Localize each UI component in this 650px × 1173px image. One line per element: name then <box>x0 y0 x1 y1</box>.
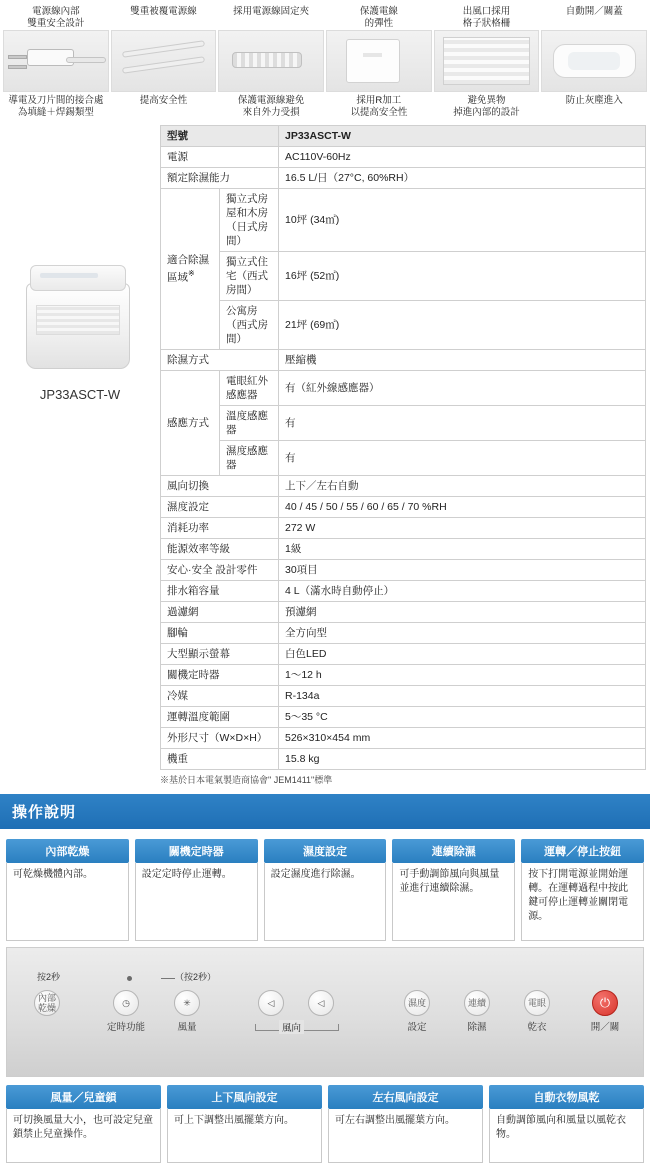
spec-key: 冷媒 <box>161 686 279 707</box>
table-row <box>161 560 646 581</box>
spec-value: AC110V-60Hz <box>279 147 646 168</box>
callout-text: 按下打開電源並開始運轉。在運轉過程中按此鍵可停止運轉並關閉電源。 <box>521 863 644 941</box>
callout-title: 自動衣物風乾 <box>489 1085 644 1109</box>
callout-text: 自動調節風向和風量以風乾衣物。 <box>489 1109 644 1163</box>
spec-footnote: ※基於日本電氣製造商協會" JEM1411"標準 <box>160 775 333 785</box>
product-image-caption: JP33ASCT-W <box>39 387 121 402</box>
callout-wind-updown <box>167 1085 322 1163</box>
spec-value: 有 <box>279 406 646 441</box>
continuous-label: 除濕 <box>467 1022 487 1033</box>
table-row <box>161 665 646 686</box>
humidity-icon: 濕度 <box>404 990 430 1016</box>
callout-humidity <box>264 839 387 941</box>
table-row <box>161 497 646 518</box>
feature-outlet <box>325 4 433 119</box>
feature-power-plug <box>2 4 110 119</box>
spec-key: 能源效率等級 <box>161 539 279 560</box>
callout-power <box>521 839 644 941</box>
feature-caption-top: 自動開／關蓋 <box>565 6 623 17</box>
table-row <box>161 189 646 252</box>
spec-key: 運轉溫度範圍 <box>161 707 279 728</box>
press-note-mid: （按2秒） <box>175 972 217 982</box>
feature-caption-bottom: 導電及刀片間的接合處 為填縫＋焊錫類型 <box>8 95 104 118</box>
callout-text: 設定定時停止運轉。 <box>135 863 258 941</box>
feature-cord-clip <box>217 4 325 119</box>
spec-key: 消耗功率 <box>161 518 279 539</box>
spec-value: 有（紅外線感應器） <box>279 371 646 406</box>
table-row <box>161 147 646 168</box>
table-row <box>161 406 646 441</box>
spec-key: 額定除濕能力 <box>161 168 279 189</box>
spec-key: 機重 <box>161 749 279 770</box>
spec-table <box>160 125 646 770</box>
table-row <box>161 539 646 560</box>
operation-section-title: 操作說明 <box>0 794 650 829</box>
grille-icon <box>434 30 540 92</box>
table-row <box>161 371 646 406</box>
wind-updown-button[interactable] <box>253 990 289 1019</box>
feature-strip <box>0 0 650 119</box>
internal-dry-button[interactable] <box>21 990 73 1019</box>
spec-key: 風向切換 <box>161 476 279 497</box>
timer-label: 定時功能 <box>106 1022 145 1033</box>
spec-value: 272 W <box>279 518 646 539</box>
table-row <box>161 623 646 644</box>
spec-key: 電源 <box>161 147 279 168</box>
humidity-button[interactable] <box>395 990 439 1033</box>
fan-speed-label: 風量 <box>177 1022 197 1033</box>
feature-caption-bottom: 防止灰塵進入 <box>565 95 623 106</box>
spec-key-label: 適合除濕區域 <box>167 254 209 284</box>
spec-key: 型號 <box>161 126 279 147</box>
spec-subkey: 獨立式房屋和木房（日式房間） <box>220 189 279 252</box>
callout-timer <box>135 839 258 941</box>
spec-section <box>0 119 650 786</box>
top-callout-row <box>0 829 650 941</box>
spec-value: 1級 <box>279 539 646 560</box>
spec-subkey: 獨立式住宅（西式房間） <box>220 252 279 301</box>
feature-auto-lid <box>540 4 648 119</box>
table-row <box>161 476 646 497</box>
spec-key: 除濕方式 <box>161 350 279 371</box>
spec-value: 1〜12 h <box>279 665 646 686</box>
table-row <box>161 686 646 707</box>
operation-area <box>0 829 650 1173</box>
callout-text: 可乾燥機體內部。 <box>6 863 129 941</box>
feature-caption-bottom: 保護電源線避免 來自外力受損 <box>237 95 305 118</box>
bottom-callout-row <box>0 1077 650 1173</box>
spec-value: 30項目 <box>279 560 646 581</box>
spec-value: 16坪 (52㎡) <box>279 252 646 301</box>
spec-key: 過濾網 <box>161 602 279 623</box>
callout-fan-childlock <box>6 1085 161 1163</box>
power-icon: ⏻ <box>592 990 618 1016</box>
table-row <box>161 441 646 476</box>
callout-auto-clothes-dry <box>489 1085 644 1163</box>
spec-value: 4 L（滿水時自動停止） <box>279 581 646 602</box>
feature-caption-top: 出風口採用 格子狀格柵 <box>462 6 511 29</box>
feature-caption-top: 電源線內部 雙重安全設計 <box>27 6 85 29</box>
press-note-left: 按2秒 <box>37 972 61 982</box>
table-row <box>161 252 646 301</box>
humidity-label: 設定 <box>407 1022 427 1033</box>
feature-caption-top: 雙重被覆電源線 <box>130 6 197 17</box>
leader-dot <box>127 976 132 981</box>
callout-title: 上下風向設定 <box>167 1085 322 1109</box>
wind-leftright-button[interactable] <box>303 990 339 1019</box>
continuous-button[interactable] <box>455 990 499 1033</box>
callout-title: 濕度設定 <box>264 839 387 863</box>
wind-updown-icon: ◁ <box>258 990 284 1016</box>
spec-value: 10坪 (34㎡) <box>279 189 646 252</box>
wind-group-label: 風向 <box>279 1020 304 1034</box>
table-row <box>161 518 646 539</box>
spec-key: 濕度設定 <box>161 497 279 518</box>
callout-text: 設定濕度進行除濕。 <box>264 863 387 941</box>
spec-value: 16.5 L/日（27°C, 60%RH） <box>279 168 646 189</box>
callout-title: 左右風向設定 <box>328 1085 483 1109</box>
eye-sensor-icon: 電眼 <box>524 990 550 1016</box>
spec-key: 大型顯示螢幕 <box>161 644 279 665</box>
spec-value: 有 <box>279 441 646 476</box>
spec-key: 感應方式 <box>161 371 220 476</box>
table-row <box>161 728 646 749</box>
spec-key: 關機定時器 <box>161 665 279 686</box>
spec-value: R-134a <box>279 686 646 707</box>
callout-text: 可手動調節風向與風量並進行連續除濕。 <box>392 863 515 941</box>
spec-subkey: 電眼紅外感應器 <box>220 371 279 406</box>
feature-caption-top: 保護電線 的彈性 <box>359 6 398 29</box>
spec-value: 21坪 (69㎡) <box>279 301 646 350</box>
spec-subkey: 濕度感應器 <box>220 441 279 476</box>
fan-speed-button[interactable] <box>159 990 215 1033</box>
table-row <box>161 749 646 770</box>
callout-title: 運轉／停止按鈕 <box>521 839 644 863</box>
callout-wind-leftright <box>328 1085 483 1163</box>
spec-key-note: ※ <box>188 269 195 279</box>
spec-value: 全方向型 <box>279 623 646 644</box>
callout-internal-dry <box>6 839 129 941</box>
internal-dry-icon: 內部 乾燥 <box>34 990 60 1016</box>
eye-sensor-label: 乾衣 <box>527 1022 547 1033</box>
auto-lid-icon <box>541 30 647 92</box>
spec-key: 排水箱容量 <box>161 581 279 602</box>
spec-subkey: 溫度感應器 <box>220 406 279 441</box>
spec-value: 壓縮機 <box>279 350 646 371</box>
fan-icon: ✳ <box>174 990 200 1016</box>
power-cord-icon <box>111 30 217 92</box>
spec-subkey: 公寓房（西式房間） <box>220 301 279 350</box>
spec-value: 白色LED <box>279 644 646 665</box>
eye-sensor-button[interactable] <box>515 990 559 1033</box>
cord-clip-icon <box>218 30 324 92</box>
power-button[interactable] <box>581 990 629 1033</box>
callout-continuous <box>392 839 515 941</box>
spec-key: 外形尺寸（W×D×H） <box>161 728 279 749</box>
spec-value: 上下／左右自動 <box>279 476 646 497</box>
spec-value: 40 / 45 / 50 / 55 / 60 / 65 / 70 %RH <box>279 497 646 518</box>
product-image-area <box>0 125 160 786</box>
spec-key: 安心·安全 設計零件 <box>161 560 279 581</box>
table-row <box>161 301 646 350</box>
feature-caption-bottom: 避免異物 掉進內部的設計 <box>453 95 520 118</box>
power-plug-icon <box>3 30 109 92</box>
outlet-icon <box>326 30 432 92</box>
callout-text: 可上下調整出風擺葉方向。 <box>167 1109 322 1163</box>
wind-leftright-icon: ◁ <box>308 990 334 1016</box>
callout-text: 可左右調整出風擺葉方向。 <box>328 1109 483 1163</box>
feature-caption-top: 採用電源線固定夾 <box>233 6 310 17</box>
spec-value: 526×310×454 mm <box>279 728 646 749</box>
table-row <box>161 602 646 623</box>
table-row <box>161 168 646 189</box>
clock-icon: ◷ <box>113 990 139 1016</box>
spec-key: 腳輪 <box>161 623 279 644</box>
table-row-header <box>161 126 646 147</box>
dehumidifier-unit-photo <box>26 265 134 377</box>
spec-value: JP33ASCT-W <box>279 126 646 147</box>
spec-value: 15.8 kg <box>279 749 646 770</box>
spec-table-wrap <box>160 125 650 786</box>
callout-title: 內部乾燥 <box>6 839 129 863</box>
callout-title: 連續除濕 <box>392 839 515 863</box>
timer-button[interactable] <box>95 990 157 1033</box>
table-row <box>161 707 646 728</box>
leader-line <box>161 978 175 979</box>
spec-value: 5〜35 °C <box>279 707 646 728</box>
feature-grille <box>433 4 541 119</box>
callout-text: 可切換風量大小，也可設定兒童鎖禁止兒童操作。 <box>6 1109 161 1163</box>
feature-power-cord <box>110 4 218 119</box>
spec-value: 預濾網 <box>279 602 646 623</box>
callout-title: 風量／兒童鎖 <box>6 1085 161 1109</box>
table-row <box>161 581 646 602</box>
control-panel <box>6 947 644 1077</box>
spec-key <box>161 189 220 350</box>
feature-caption-bottom: 提高安全性 <box>139 95 188 106</box>
table-row <box>161 644 646 665</box>
continuous-icon: 連續 <box>464 990 490 1016</box>
callout-title: 關機定時器 <box>135 839 258 863</box>
table-row <box>161 350 646 371</box>
power-label: 開／關 <box>590 1022 620 1033</box>
feature-caption-bottom: 採用R加工 以提高安全性 <box>350 95 408 118</box>
